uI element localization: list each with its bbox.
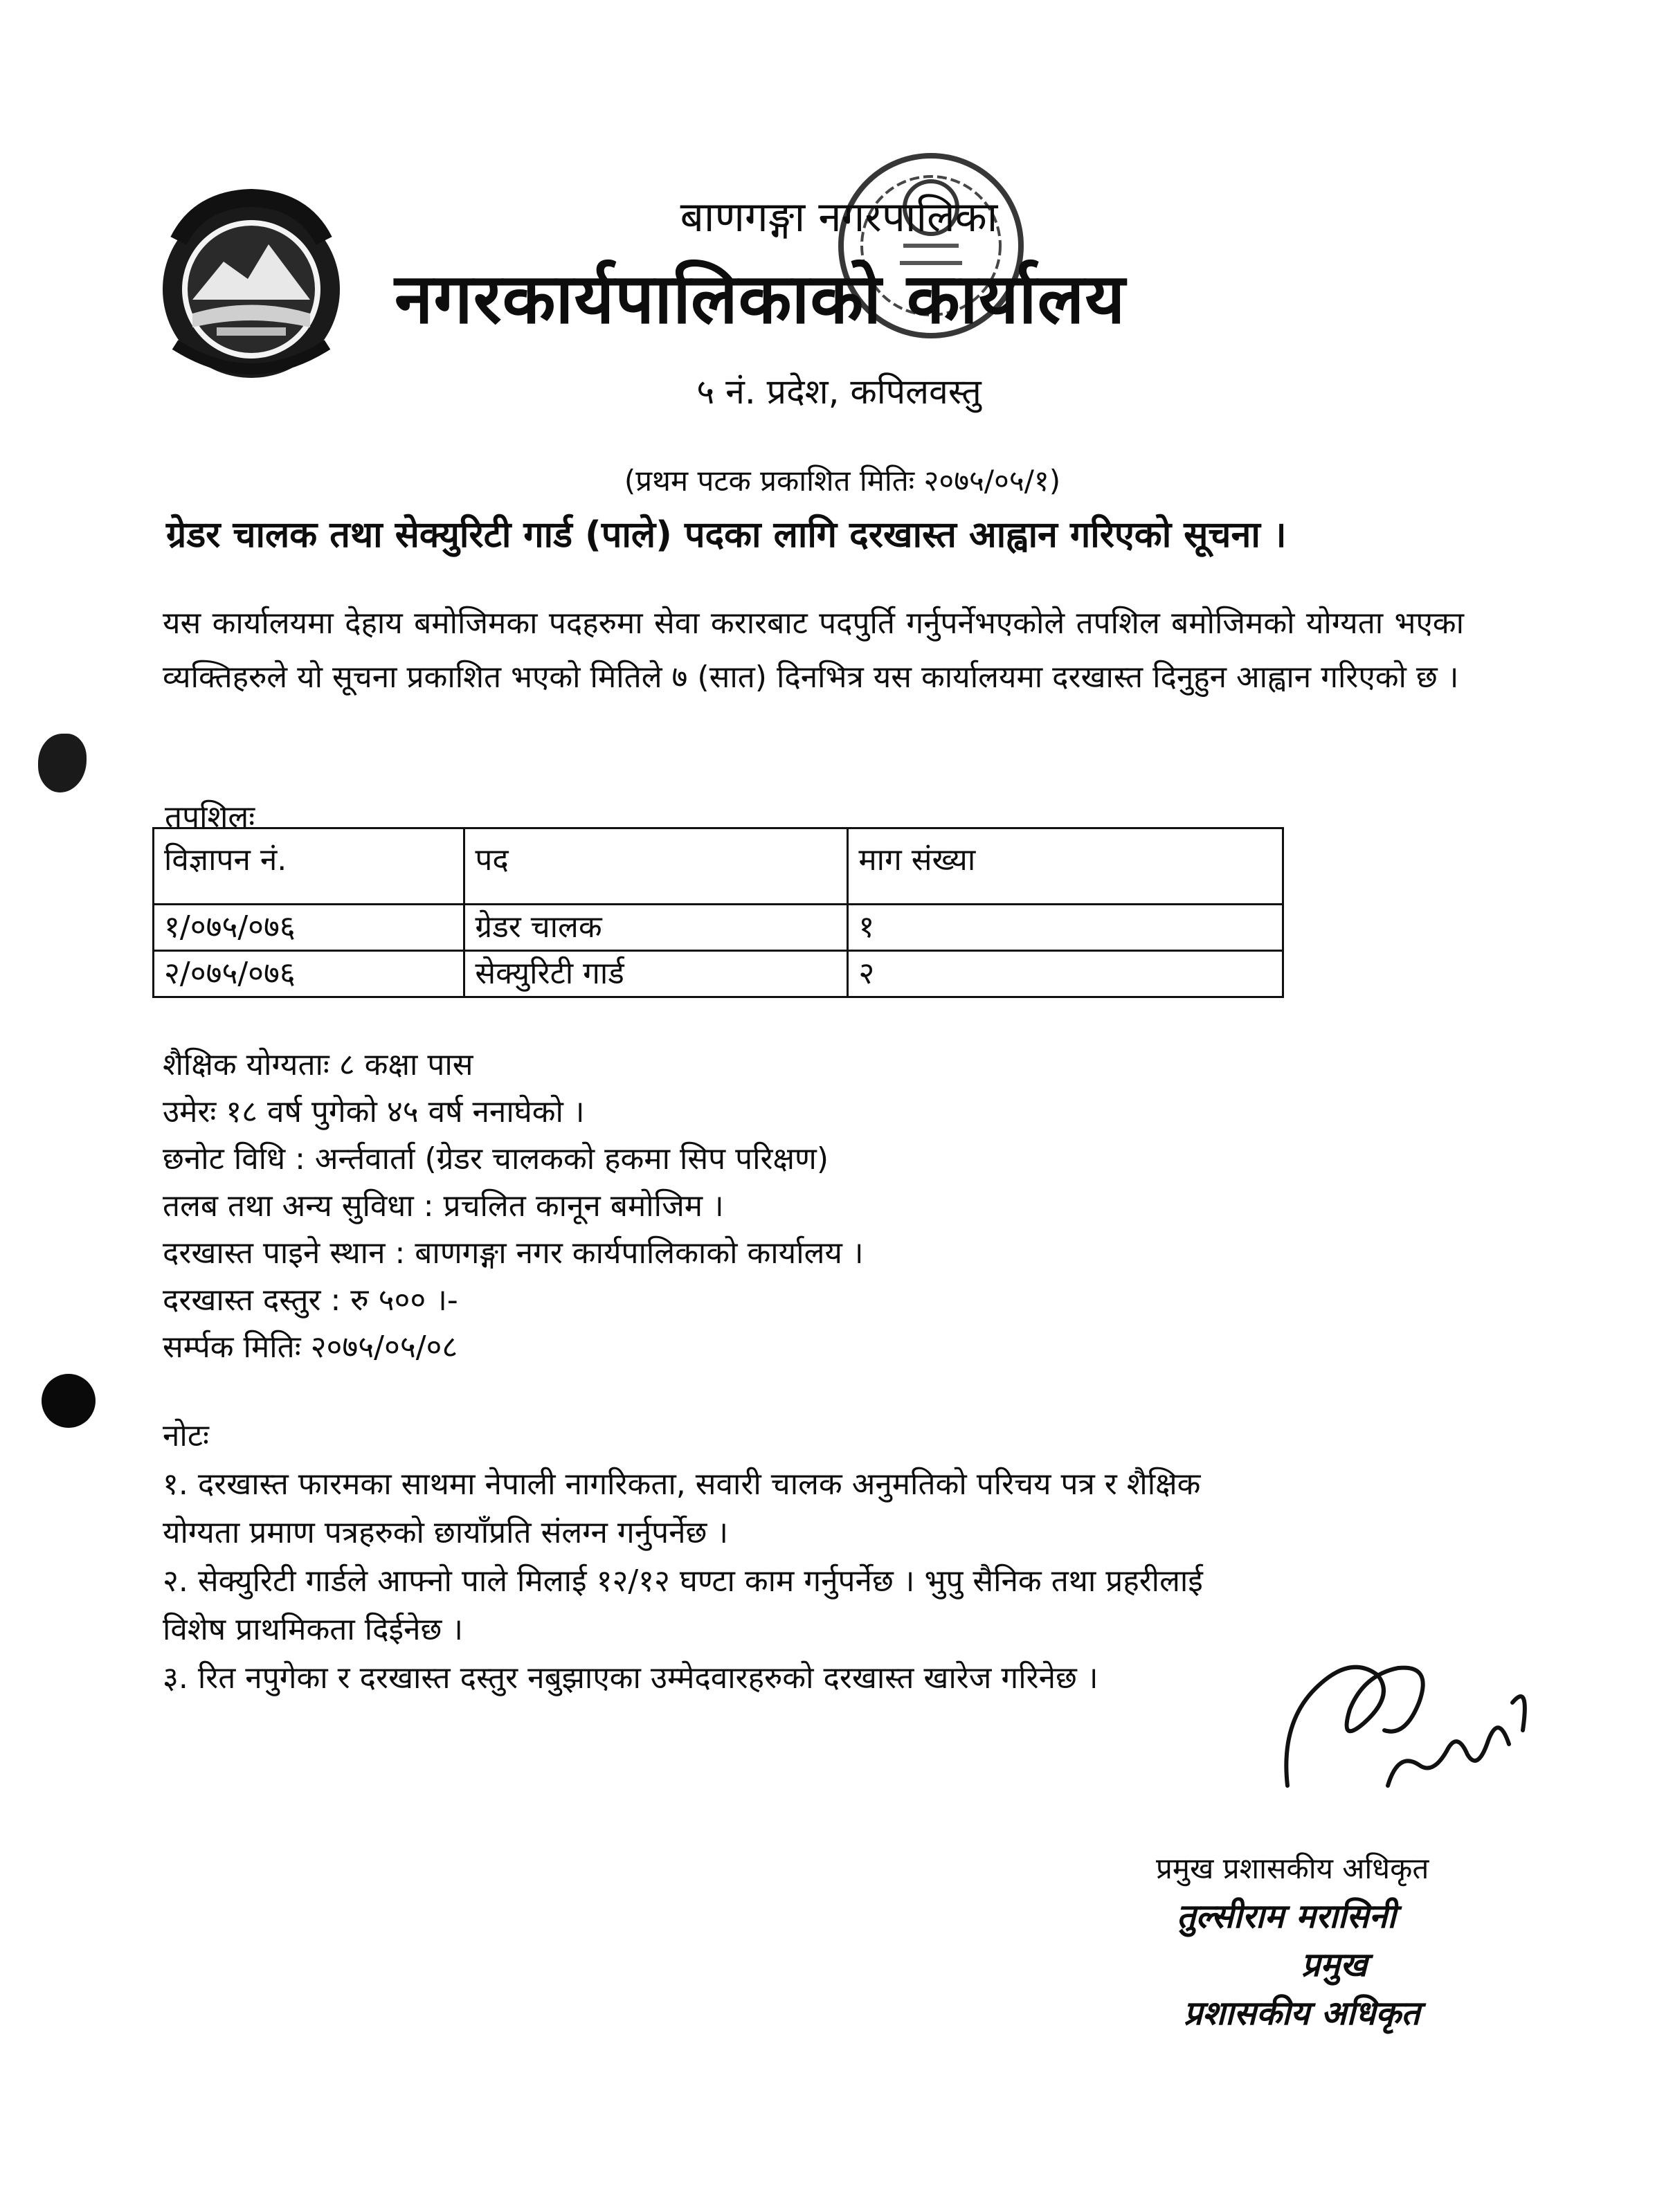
ink-blot — [38, 734, 87, 792]
requirement-item: तलब तथा अन्य सुविधा : प्रचलित कानून बमोजिम । — [163, 1188, 724, 1224]
handwritten-signature-icon — [1274, 1626, 1544, 1820]
note-line: २. सेक्युरिटी गार्डले आफ्नो पाले मिलाई १२/१२ घण्टा काम गर्नुपर्नेछ । भुपु सैनिक तथा प्रहरीलाई — [163, 1563, 1203, 1599]
table-header-cell: विज्ञापन नं. — [154, 828, 464, 905]
notes-section — [163, 1412, 1464, 1703]
requirement-item: उमेरः १८ वर्ष पुगेको ४५ वर्ष ननाघेको । — [163, 1094, 585, 1130]
table-header-cell: माग संख्या — [848, 828, 1283, 905]
punch-hole — [42, 1374, 96, 1428]
signatory-role: प्रमुख प्रशासकीय अधिकृत — [1156, 1851, 1429, 1885]
note-line: ३. रित नपुगेका र दरखास्त दस्तुर नबुझाएका उम्मेदवारहरुको दरखास्त खारेज गरिनेछ । — [163, 1660, 1098, 1696]
note-line: १. दरखास्त फारमका साथमा नेपाली नागरिकता, सवारी चालक अनुमतिको परिचय पत्र र शैक्षिक — [163, 1467, 1201, 1502]
office-address: ५ नं. प्रदेश, कपिलवस्तु — [696, 372, 982, 412]
first-published-date: (प्रथम पटक प्रकाशित मितिः २०७५/०५/१) — [624, 464, 1061, 498]
table-cell: २/०७५/०७६ — [154, 951, 464, 997]
table-row — [154, 905, 1283, 951]
table-cell: ग्रेडर चालक — [464, 905, 848, 951]
office-name: नगरकार्यपालिकाको कार्यालय — [395, 258, 1126, 339]
table-cell: १ — [848, 905, 1283, 951]
requirement-item: दरखास्त पाइने स्थान : बाणगङ्गा नगर कार्यपालिकाको कार्यालय । — [163, 1235, 864, 1271]
table-cell: १/०७५/०७६ — [154, 905, 464, 951]
requirement-item: सर्म्पक मितिः २०७५/०५/०८ — [163, 1330, 458, 1365]
municipality-name: बाणगङ्गा नगरपालिका — [680, 193, 998, 242]
table-cell: सेक्युरिटी गार्ड — [464, 951, 848, 997]
requirements-list — [163, 1042, 864, 1371]
note-line: योग्यता प्रमाण पत्रहरुको छायाँप्रति संलग्न गर्नुपर्नेछ । — [163, 1515, 729, 1550]
vacancy-table — [152, 827, 1284, 998]
table-row — [154, 951, 1283, 997]
notes-label: नोटः — [163, 1418, 209, 1453]
schedule-label: तपशिलः — [165, 799, 255, 835]
requirement-item: दरखास्त दस्तुर : रु ५०० ।- — [163, 1282, 458, 1318]
table-cell: २ — [848, 951, 1283, 997]
signatory-stamp-line: प्रशासकीय अधिकृत — [1184, 1994, 1420, 2033]
note-line: विशेष प्राथमिकता दिईनेछ । — [163, 1612, 463, 1647]
signatory-name: तुल्सीराम मरासिनी — [1177, 1897, 1396, 1936]
requirement-item: छनोट विधि : अर्न्तवार्ता (ग्रेडर चालकको हकमा सिप परिक्षण) — [163, 1141, 829, 1177]
notice-title: ग्रेडर चालक तथा सेक्युरिटी गार्ड (पाले) पदका लागि दरखास्त आह्वान गरिएको सूचना । — [166, 514, 1287, 556]
table-header-cell: पद — [464, 828, 848, 905]
signatory-stamp-line: प्रमुख — [1301, 1946, 1368, 1984]
requirement-item: शैक्षिक योग्यताः ८ कक्षा पास — [163, 1047, 473, 1082]
notice-intro: यस कार्यालयमा देहाय बमोजिमका पदहरुमा सेवा करारबाट पदपुर्ति गर्नुपर्नेभएकोले तपशिल बमोजिमको योग्यता भएका व्यक्तिहरुले यो सूचना प्रकाशित भएको मितिले ७ (सात) दिनभित्र यस कार्यालयमा दरखास्त दिनुहुन आह्वान गरिएको छ । — [163, 606, 1464, 695]
table-header-row — [154, 828, 1283, 905]
